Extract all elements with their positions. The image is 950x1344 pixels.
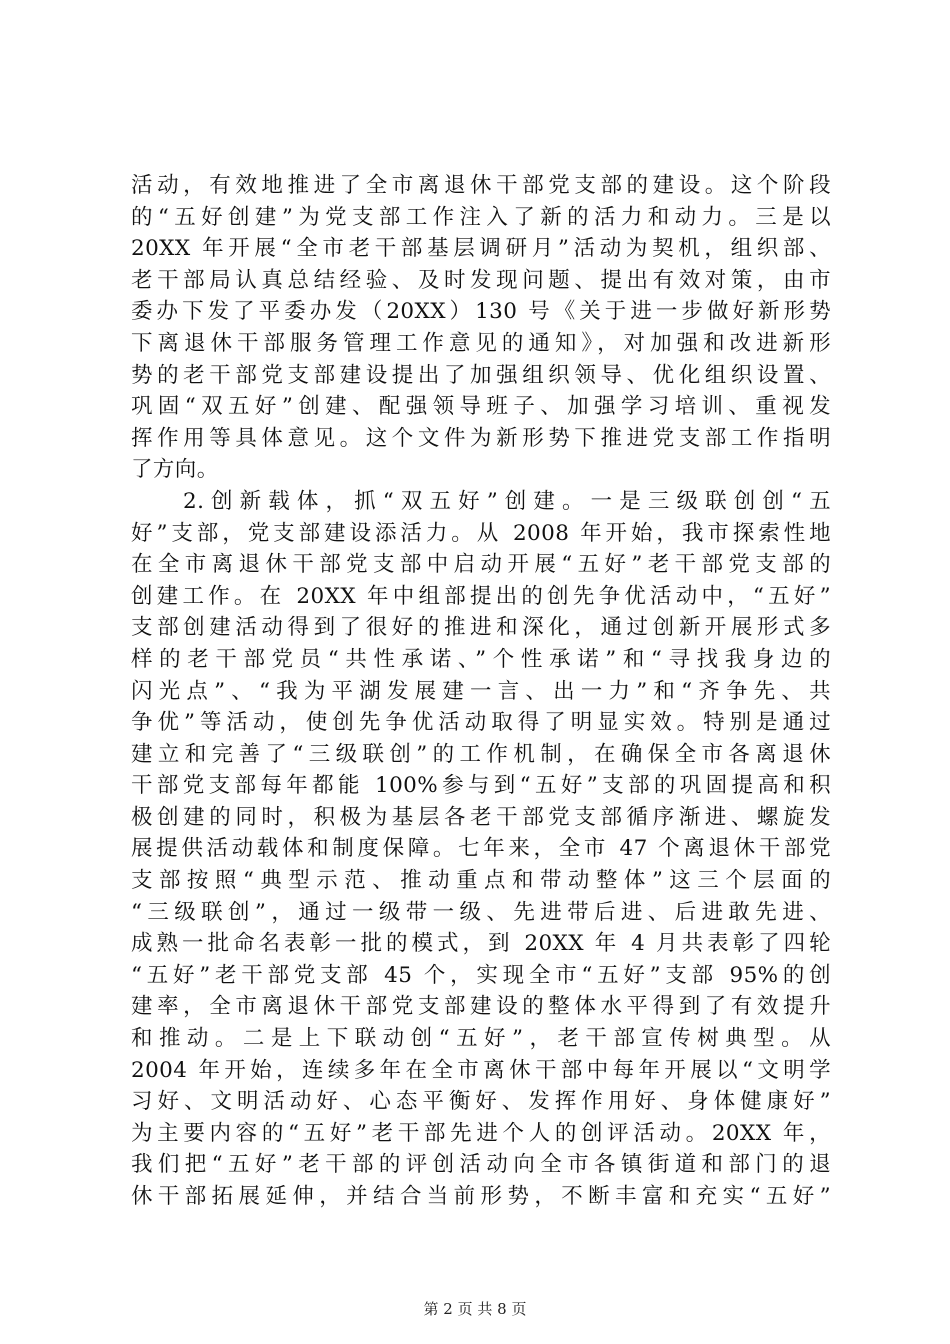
text-line: “三级联创”，通过一级带一级、先进带后进、后进敢先进、 bbox=[131, 899, 831, 925]
text-line: 挥作用等具体意见。这个文件为新形势下推进党支部工作指明 bbox=[131, 425, 831, 451]
text-line: 争优”等活动，使创先争优活动取得了明显实效。特别是通过 bbox=[131, 710, 831, 736]
text-line: 巩固“双五好”创建、配强领导班子、加强学习培训、重视发 bbox=[131, 394, 831, 420]
text-line: 老干部局认真总结经验、及时发现问题、提出有效对策，由市 bbox=[131, 267, 831, 293]
text-line: 休干部拓展延伸，并结合当前形势，不断丰富和充实“五好” bbox=[131, 1184, 831, 1209]
text-line: 为主要内容的“五好”老干部先进个人的创评活动。20XX 年， bbox=[131, 1120, 831, 1146]
text-line: 下离退休干部服务管理工作意见的通知》，对加强和改进新形 bbox=[131, 330, 831, 356]
text-line: 创建工作。在 20XX 年中组部提出的创先争优活动中，“五好” bbox=[131, 583, 831, 609]
text-line: 习好、文明活动好、心态平衡好、发挥作用好、身体健康好” bbox=[131, 1089, 831, 1115]
text-line: 20XX 年开展“全市老干部基层调研月”活动为契机，组织部、 bbox=[131, 236, 831, 262]
text-line: 展提供活动载体和制度保障。七年来，全市 47 个离退休干部党 bbox=[131, 836, 831, 862]
text-line: 势的老干部党支部建设提出了加强组织领导、优化组织设置、 bbox=[131, 362, 831, 388]
text-line: 了方向。 bbox=[131, 457, 219, 483]
page-footer: 第 2 页 共 8 页 bbox=[423, 1300, 527, 1318]
text-line: 支部创建活动得到了很好的推进和深化，通过创新开展形式多 bbox=[131, 615, 831, 641]
text-line: 好”支部，党支部建设添活力。从 2008 年开始，我市探索性地 bbox=[131, 520, 831, 546]
text-line: 我们把“五好”老干部的评创活动向全市各镇街道和部门的退 bbox=[131, 1152, 831, 1178]
text-line: 样的老干部党员“共性承诺、”个性承诺”和“寻找我身边的 bbox=[131, 646, 831, 672]
text-line: 支部按照“典型示范、推动重点和带动整体”这三个层面的 bbox=[131, 868, 831, 894]
text-line: 的“五好创建”为党支部工作注入了新的活力和动力。三是以 bbox=[131, 204, 831, 230]
text-line: 在全市离退休干部党支部中启动开展“五好”老干部党支部的 bbox=[131, 552, 831, 578]
document-body bbox=[131, 170, 831, 1213]
text-line: 极创建的同时，积极为基层各老干部党支部循序渐进、螺旋发 bbox=[131, 804, 831, 830]
text-line: 活动，有效地推进了全市离退休干部党支部的建设。这个阶段 bbox=[131, 173, 831, 198]
text-line: 和推动。二是上下联动创“五好”，老干部宣传树典型。从 bbox=[131, 1026, 831, 1052]
paragraph-start-line: 2.创新载体，抓“双五好”创建。一是三级联创创“五 bbox=[183, 488, 831, 514]
text-line: 成熟一批命名表彰一批的模式，到 20XX 年 4 月共表彰了四轮 bbox=[131, 931, 831, 957]
text-line: “五好”老干部党支部 45 个，实现全市“五好”支部 95%的创 bbox=[131, 962, 831, 988]
text-line: 委办下发了平委办发（20XX）130 号《关于进一步做好新形势 bbox=[131, 299, 831, 325]
text-line: 建立和完善了“三级联创”的工作机制，在确保全市各离退休 bbox=[131, 741, 831, 767]
text-line: 闪光点”、“我为平湖发展建一言、出一力”和“齐争先、共 bbox=[131, 678, 831, 704]
text-line: 干部党支部每年都能 100%参与到“五好”支部的巩固提高和积 bbox=[131, 773, 831, 799]
text-line: 2004 年开始，连续多年在全市离休干部中每年开展以“文明学 bbox=[131, 1057, 831, 1083]
text-line: 建率，全市离退休干部党支部建设的整体水平得到了有效提升 bbox=[131, 994, 831, 1020]
